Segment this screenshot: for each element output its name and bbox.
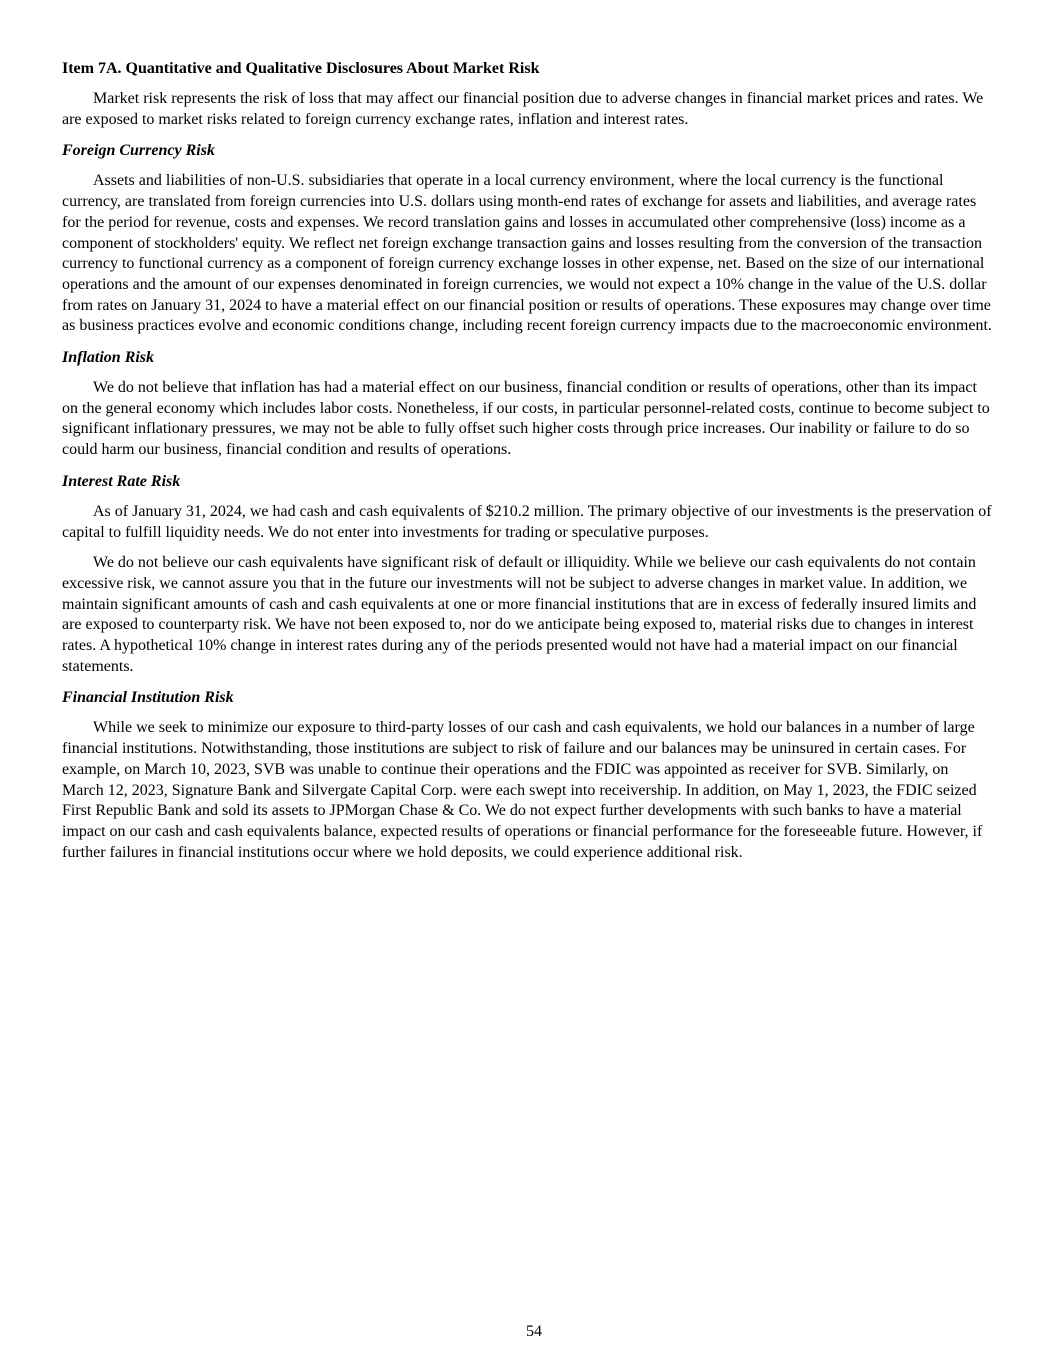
foreign-currency-risk-paragraph: Assets and liabilities of non-U.S. subsidiaries that operate in a local currency environment, where the local currency is the functional currency, are translated from foreign currencies into U.S. dollars using month-end rates of exchange for assets and liabilities, and average rates for the period for revenue, costs and expenses. We record translation gains and losses in accumulated other comprehensive (loss) income as a component of stockholders' equity. We reflect net foreign exchange transaction gains and losses resulting from the conversion of the transaction currency to functional currency as a component of foreign currency exchange losses in other expense, net. Based on the size of our international operations and the amount of our expenses denominated in foreign currencies, we would not expect a 10% change in the value of the U.S. dollar from rates on January 31, 2024 to have a material effect on our financial position or results of operations. These exposures may change over time as business practices evolve and economic conditions change, including recent foreign currency impacts due to the macroeconomic environment.	[62, 172, 992, 335]
document-page	[62, 58, 994, 873]
item-heading: Item 7A. Quantitative and Qualitative Disclosures About Market Risk	[62, 60, 540, 77]
interest-rate-risk-paragraph-2: We do not believe our cash equivalents have significant risk of default or illiquidity. While we believe our cash equivalents do not contain excessive risk, we cannot assure you that in the future our investments will not be subject to adverse changes in market value. In addition, we maintain significant amounts of cash and cash equivalents at one or more financial institutions that are in excess of federally insured limits and are exposed to counterparty risk. We have not been exposed to, nor do we anticipate being exposed to, material risks due to changes in interest rates. A hypothetical 10% change in interest rates during any of the periods presented would not have had a material impact on our financial statements.	[62, 554, 977, 675]
foreign-currency-risk-heading: Foreign Currency Risk	[62, 142, 215, 160]
page-number: 54	[526, 1323, 542, 1340]
inflation-risk-heading: Inflation Risk	[62, 349, 155, 367]
intro-paragraph: Market risk represents the risk of loss that may affect our financial position due to adverse changes in financial market prices and rates. We are exposed to market risks related to foreign currency exchange rates, inflation and interest rates.	[62, 90, 984, 128]
inflation-risk-paragraph: We do not believe that inflation has had a material effect on our business, financial condition or results of operations, other than its impact on the general economy which includes labor costs. Nonetheless, if our costs, in particular personnel-related costs, continue to become subject to significant inflationary pressures, we may not be able to fully offset such higher costs through price increases. Our inability or failure to do so could harm our business, financial condition and results of operations.	[62, 379, 990, 459]
interest-rate-risk-paragraph-1: As of January 31, 2024, we had cash and cash equivalents of $210.2 million. The primary objective of our investments is the preservation of capital to fulfill liquidity needs. We do not enter into investments for trading or speculative purposes.	[62, 502, 992, 541]
interest-rate-risk-heading: Interest Rate Risk	[62, 472, 181, 490]
financial-institution-risk-paragraph: While we seek to minimize our exposure to third-party losses of our cash and cash equivalents, we hold our balances in a number of large financial institutions. Notwithstanding, those institutions are subject to risk of failure and our balances may be uninsured in certain cases. For example, on March 10, 2023, SVB was unable to continue their operations and the FDIC was appointed as receiver for SVB. Similarly, on March 12, 2023, Signature Bank and Silvergate Capital Corp. were each swept into receivership. In addition, on May 1, 2023, the FDIC seized First Republic Bank and sold its assets to JPMorgan Chase & Co. We do not expect further developments with such banks to have a material impact on our cash and cash equivalents balance, expected results of operations or financial performance for the foreseeable future. However, if further failures in financial institutions occur where we hold deposits, we could experience additional risk.	[62, 719, 983, 861]
financial-institution-risk-heading: Financial Institution Risk	[62, 689, 234, 707]
